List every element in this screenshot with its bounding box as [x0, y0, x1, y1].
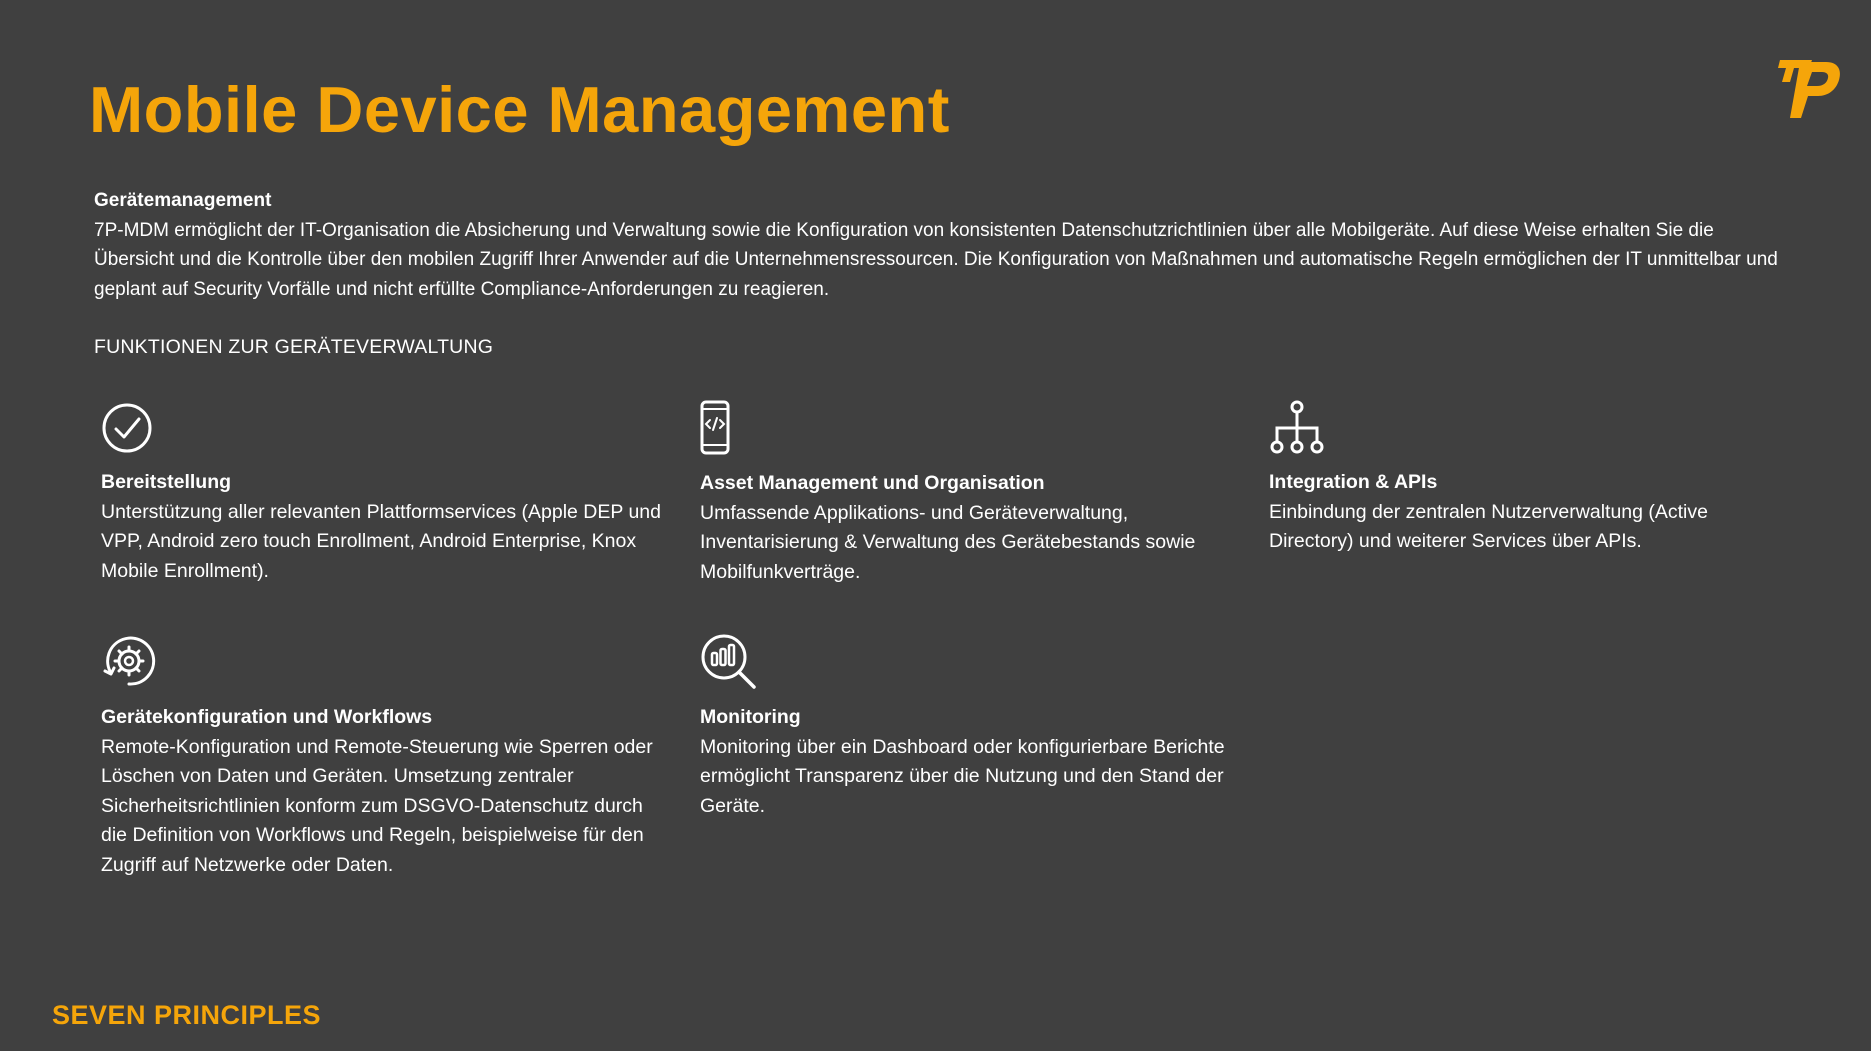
magnifier-chart-icon: [700, 633, 758, 689]
feature-text: Umfassende Applikations- und Geräteverwaltung, Inventarisierung & Verwaltung des Gerätebestands sowie Mobilfunkverträge.: [700, 501, 1196, 583]
check-circle-icon: [101, 402, 153, 454]
feature-heading: Gerätekonfiguration und Workflows: [101, 706, 433, 728]
feature-geraetekonfiguration: [101, 633, 661, 880]
feature-heading: Asset Management und Organisation: [700, 472, 1045, 494]
gear-refresh-icon: [101, 633, 157, 689]
feature-asset-management: [700, 400, 1220, 587]
page-title: Mobile Device Management: [89, 73, 950, 146]
smartphone-code-icon: [700, 400, 730, 455]
section-label: FUNKTIONEN ZUR GERÄTEVERWALTUNG: [94, 336, 494, 358]
feature-heading: Bereitstellung: [101, 471, 232, 493]
feature-text: Unterstützung aller relevanten Plattformservices (Apple DEP und VPP, Android zero touch Enrollment, Android Enterprise, Knox Mobile Enrollment).: [101, 500, 661, 582]
intro-text: 7P-MDM ermöglicht der IT-Organisation die Absicherung und Verwaltung sowie die Konfiguration von konsistenten Datenschutzrichtlinien über alle Mobilgeräte. Auf diese Weise erhalten Sie die Übersicht und die Kontrolle über den mobilen Zugriff Ihrer Anwender auf die Unternehmensressourcen. Die Konfiguration von Maßnahmen und automatische Regeln ermöglichen der IT unmittelbar und geplant auf Security Vorfälle und nicht erfüllte Compliance-Anforderungen zu reagieren.: [94, 219, 1778, 300]
hierarchy-icon: [1269, 400, 1325, 454]
feature-integration-apis: [1269, 400, 1789, 557]
feature-bereitstellung: [101, 402, 661, 586]
feature-text: Monitoring über ein Dashboard oder konfigurierbare Berichte ermöglicht Transparenz über die Nutzung und den Stand der Geräte.: [700, 735, 1225, 817]
seven-principles-logo: [1776, 58, 1842, 120]
intro-heading: Gerätemanagement: [94, 190, 272, 211]
feature-heading: Integration & APIs: [1269, 471, 1438, 493]
footer-brand: SEVEN PRINCIPLES: [52, 1000, 322, 1030]
feature-monitoring: [700, 633, 1240, 821]
intro-block: [94, 186, 1794, 304]
feature-text: Einbindung der zentralen Nutzerverwaltung (Active Directory) und weiterer Services über APIs.: [1269, 500, 1708, 552]
feature-text: Remote-Konfiguration und Remote-Steuerung wie Sperren oder Löschen von Daten und Geräten. Umsetzung zentraler Sicherheitsrichtlinien konform zum DSGVO-Datenschutz durch die Definition von Workflows und Regeln, beispielweise für den Zugriff auf Netzwerke oder Daten.: [101, 735, 653, 876]
feature-heading: Monitoring: [700, 706, 801, 728]
